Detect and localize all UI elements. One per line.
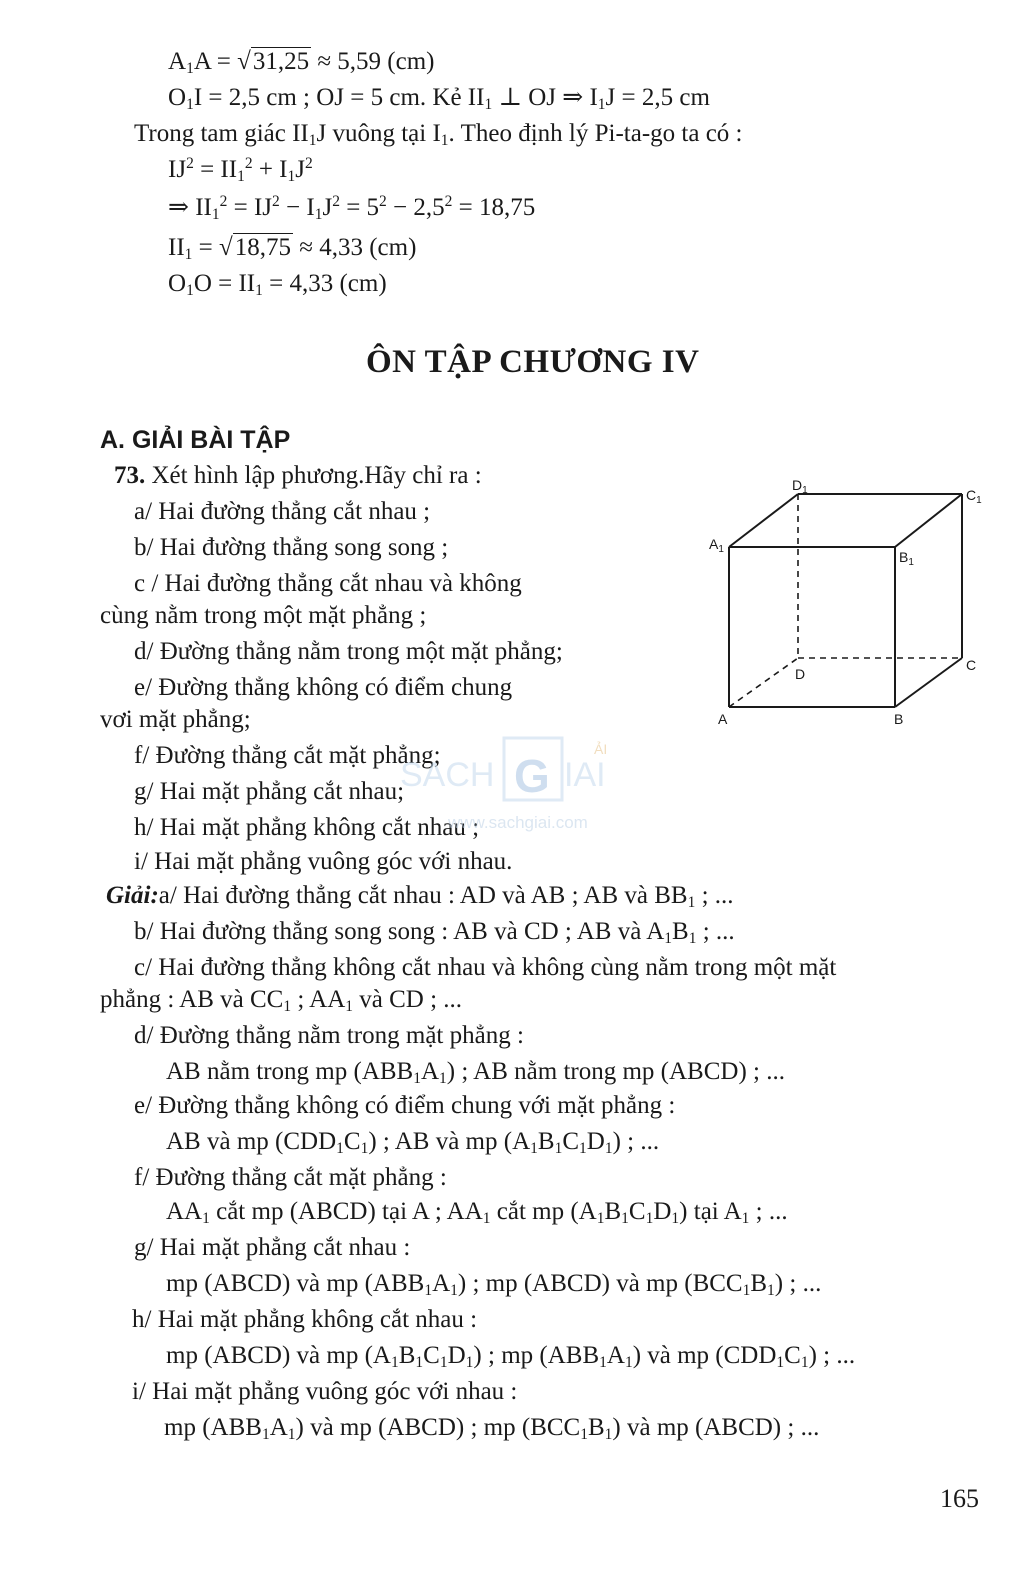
solution-c-cont: phẳng : AB và $CC_1$ ; $AA_1$ và CD ; ... xyxy=(100,986,463,1015)
exercise-item-e-cont: vơi mặt phẳng; xyxy=(100,706,251,733)
exercise-item-h: h/ Hai mặt phẳng không cắt nhau ; xyxy=(134,814,480,841)
exercise-item-d: d/ Đường thẳng nằm trong một mặt phẳng; xyxy=(134,638,563,665)
eq-ii1: $II_1 = √18,75 \approx 4,33$ (cm) xyxy=(168,234,417,263)
solution-h-body: mp (ABCD) và mp $(A_1B_1C_1D_1)$ ; mp $(ABB_1A_1)$ và mp $(CDD_1C_1)$ ; ... xyxy=(166,1342,856,1371)
text-pythagoras: Trong tam giác $II_1J$ vuông tại $I_1$. Theo định lý Pi-ta-go ta có : xyxy=(134,120,743,149)
label-c: C xyxy=(966,657,977,673)
exercise-item-a: a/ Hai đường thẳng cắt nhau ; xyxy=(134,498,431,525)
solution-h-head: h/ Hai mặt phẳng không cắt nhau : xyxy=(132,1306,478,1333)
solution-label: Giải: xyxy=(106,882,159,909)
eq-o1i: $O_1I = 2,5$ cm ; OJ = 5 cm. Kẻ $II_1$ ⊥ OJ ⇒ $I_1J = 2,5$ cm xyxy=(168,84,710,113)
label-b: B xyxy=(894,711,904,727)
label-d1: $D_1$ xyxy=(792,477,808,496)
solution-f-head: f/ Đường thẳng cắt mặt phẳng : xyxy=(134,1164,447,1191)
label-a1: $A_1$ xyxy=(709,536,724,555)
label-d: D xyxy=(795,666,806,682)
exercise-item-c-cont: cùng nằm trong một mặt phẳng ; xyxy=(100,602,427,629)
edge-ad-hidden xyxy=(729,658,798,707)
chapter-title: ÔN TẬP CHƯƠNG IV xyxy=(366,344,700,380)
exercise-item-e: e/ Đường thẳng không có điểm chung xyxy=(134,674,513,701)
solution-i-head: i/ Hai mặt phẳng vuông góc với nhau : xyxy=(132,1378,518,1405)
sqrt-symbol: √ xyxy=(237,48,251,75)
solution-g-head: g/ Hai mặt phẳng cắt nhau : xyxy=(134,1234,411,1261)
cube-figure xyxy=(700,470,1000,730)
exercise-item-c: c / Hai đường thẳng cắt nhau và không xyxy=(134,570,522,597)
solution-d-head: d/ Đường thẳng nằm trong mặt phẳng : xyxy=(134,1022,524,1049)
edge-bc xyxy=(895,658,962,707)
solution-e-body: AB và mp $(CDD_1C_1)$ ; AB và mp $(A_1B_1C_1D_1)$ ; ... xyxy=(166,1128,660,1157)
edge-b1c1 xyxy=(895,494,962,547)
eq-ii1-squared: ⇒ $II_1^2 = IJ^2 - I_1J^2 = 5^2 - 2,5^2 = 18,75$ xyxy=(168,193,536,223)
section-title: A. GIẢI BÀI TẬP xyxy=(100,426,291,454)
exercise-item-i: i/ Hai mặt phẳng vuông góc với nhau. xyxy=(134,848,513,875)
svg-text:www.sachgiai.com: www.sachgiai.com xyxy=(448,813,588,832)
solution-b: b/ Hai đường thẳng song song : AB và CD ; AB và $A_1B_1$ ; ... xyxy=(134,918,735,947)
label-a: A xyxy=(718,711,728,727)
eq-ij2: $IJ^2 = II_1^2 + I_1J^2$ xyxy=(168,155,313,185)
edge-a1d1 xyxy=(729,494,798,547)
solution-f-body: $AA_1$ cắt mp (ABCD) tại A ; $AA_1$ cắt mp $(A_1B_1C_1D_1)$ tại $A_1$ ; ... xyxy=(166,1198,788,1227)
solution-e-head: e/ Đường thẳng không có điểm chung với mặt phẳng : xyxy=(134,1092,676,1119)
solution-a: Giải:a/ Hai đường thẳng cắt nhau : AD và AB ; AB và $BB_1$ ; ... xyxy=(106,882,734,911)
solution-c: c/ Hai đường thẳng không cắt nhau và không cùng nằm trong một mặt xyxy=(134,954,837,981)
label-c1: $C_1$ xyxy=(966,487,982,506)
page-number: 165 xyxy=(940,1484,979,1513)
svg-text:ẢI: ẢI xyxy=(594,741,608,757)
exercise-item-f: f/ Đường thẳng cắt mặt phẳng; xyxy=(134,742,441,769)
solution-i-body: mp $(ABB_1A_1)$ và mp (ABCD) ; mp $(BCC_1B_1)$ và mp (ABCD) ; ... xyxy=(164,1414,820,1443)
solution-g-body: mp (ABCD) và mp $(ABB_1A_1)$ ; mp (ABCD) và mp $(BCC_1B_1)$ ; ... xyxy=(166,1270,822,1299)
exercise-item-g: g/ Hai mặt phẳng cắt nhau; xyxy=(134,778,405,805)
solution-d-body: AB nằm trong mp $(ABB_1A_1)$ ; AB nằm trong mp (ABCD) ; ... xyxy=(166,1058,785,1087)
eq-o1o: $O_1O = II_1 = 4,33$ (cm) xyxy=(168,270,387,299)
svg-text:IAI: IAI xyxy=(564,756,606,794)
exercise-prompt: 73. Xét hình lập phương.Hãy chỉ ra : xyxy=(114,462,482,489)
exercise-item-b: b/ Hai đường thẳng song song ; xyxy=(134,534,449,561)
svg-text:G: G xyxy=(514,750,550,802)
label-b1: $B_1$ xyxy=(899,549,914,568)
svg-text:SACH: SACH xyxy=(400,756,495,794)
sqrt-symbol: √ xyxy=(219,234,233,261)
eq-a1a: $A_1A = √31,25 \approx 5,59$ (cm) xyxy=(168,48,435,77)
